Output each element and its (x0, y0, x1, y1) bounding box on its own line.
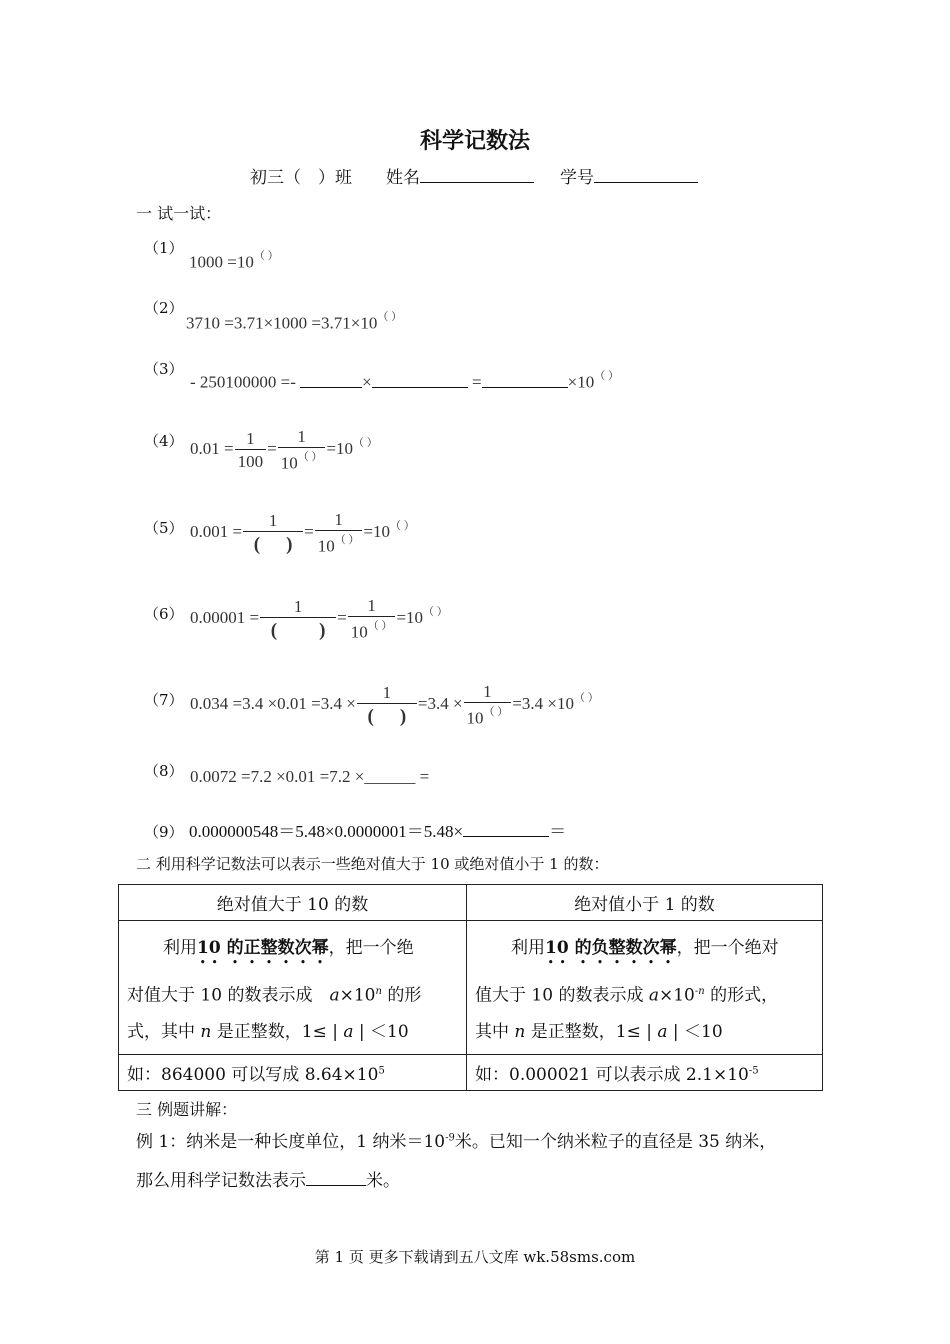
answer-blank[interactable] (482, 370, 568, 388)
name-blank[interactable] (420, 165, 534, 183)
answer-blank[interactable]: ______ (364, 767, 416, 786)
item-number: （6） (144, 605, 184, 623)
problem-4: 0.01 = $\frac{1}{100}$ = $\frac{1}{10^{( )}}$ =10（ ） (190, 427, 378, 473)
answer-blank[interactable] (463, 819, 549, 837)
problem-7: 0.034 =3.4 ×0.01 =3.4 × $\frac{1}{( )}$ =3.4 × $\frac{1}{10^{( )}}$ =3.4 ×10（ ） (190, 682, 599, 728)
problem-9: （9） 0.000000548＝5.48×0.0000001＝5.48× ＝ (144, 817, 566, 842)
problem-3: - 250100000 =- × = ×10（ ） (190, 370, 619, 392)
name-label: 姓名 (386, 168, 420, 188)
answer-blank[interactable] (306, 1168, 366, 1186)
item-number: （2） (144, 299, 184, 317)
id-field[interactable] (560, 163, 698, 188)
item-number: （8） (144, 762, 184, 780)
problem-1: 1000 =10（ ） (189, 250, 279, 272)
item-number: （4） (144, 432, 184, 450)
emphasis-text: 10 的负整数次幂 (545, 938, 677, 958)
table-header-cell: 绝对值大于 10 的数 (119, 885, 467, 921)
section1-heading: 一 试一试： (136, 204, 222, 223)
item-number: （5） (144, 519, 184, 537)
problem-2: 3710 =3.71×1000 =3.71×10（ ） (186, 311, 403, 333)
section3-heading: 三 例题讲解： (136, 1100, 238, 1119)
page-footer: 第 1 页 更多下载请到五八文库 wk.58sms.com (314, 1248, 636, 1266)
example-line-2: 那么用科学记数法表示 米。 (136, 1166, 400, 1191)
answer-blank[interactable] (300, 370, 362, 388)
table-cell: 如：0.000021 可以表示成 $2.1\times 10^{-5}$ (467, 1055, 823, 1091)
problem-8: 0.0072 =7.2 ×0.01 =7.2 ×______ = (190, 767, 430, 786)
emphasis-text: 10 的正整数次幂 (197, 938, 329, 958)
answer-blank[interactable] (372, 370, 468, 388)
id-blank[interactable] (594, 165, 698, 183)
item-number: （3） (144, 360, 184, 378)
table-cell: 利用10 的负整数次幂，把一个绝对 值大于 10 的数表示成 $a\times 10^{-n}$ 的形式， 其中 n 是正整数，1≤ | a | ＜10 (467, 921, 823, 1055)
table-header-cell: 绝对值小于 1 的数 (467, 885, 823, 921)
page-title: 科学记数法 (419, 128, 530, 154)
id-label: 学号 (560, 168, 594, 188)
table-cell: 利用10 的正整数次幂，把一个绝 对值大于 10 的数表示成 $a\times 10^n$ 的形 式，其中 n 是正整数，1≤ | a | ＜10 (119, 921, 467, 1055)
example-line-1: 例 1：纳米是一种长度单位，1 纳米$=10^{-9}$米。已知一个纳米粒子的直径是 35 纳米， (136, 1132, 777, 1152)
item-number: （7） (144, 691, 184, 709)
name-field[interactable] (386, 163, 534, 188)
problem-5: 0.001 = $\frac{1}{( )}$ = $\frac{1}{10^{( )}}$ =10（ ） (190, 510, 415, 556)
table-cell: 如：864000 可以写成 $8.64\times 10^5$ (119, 1055, 467, 1091)
section2-heading: 二 利用科学记数法可以表示一些绝对值大于 10 或绝对值小于 1 的数： (136, 855, 609, 873)
problem-6: 0.00001 = $\frac{1}{( )}$ = $\frac{1}{10^{( )}}$ =10（ ） (190, 596, 448, 642)
comparison-table (118, 884, 823, 1091)
item-number: （1） (144, 239, 184, 257)
class-label: 初三（ ）班 (250, 168, 352, 188)
